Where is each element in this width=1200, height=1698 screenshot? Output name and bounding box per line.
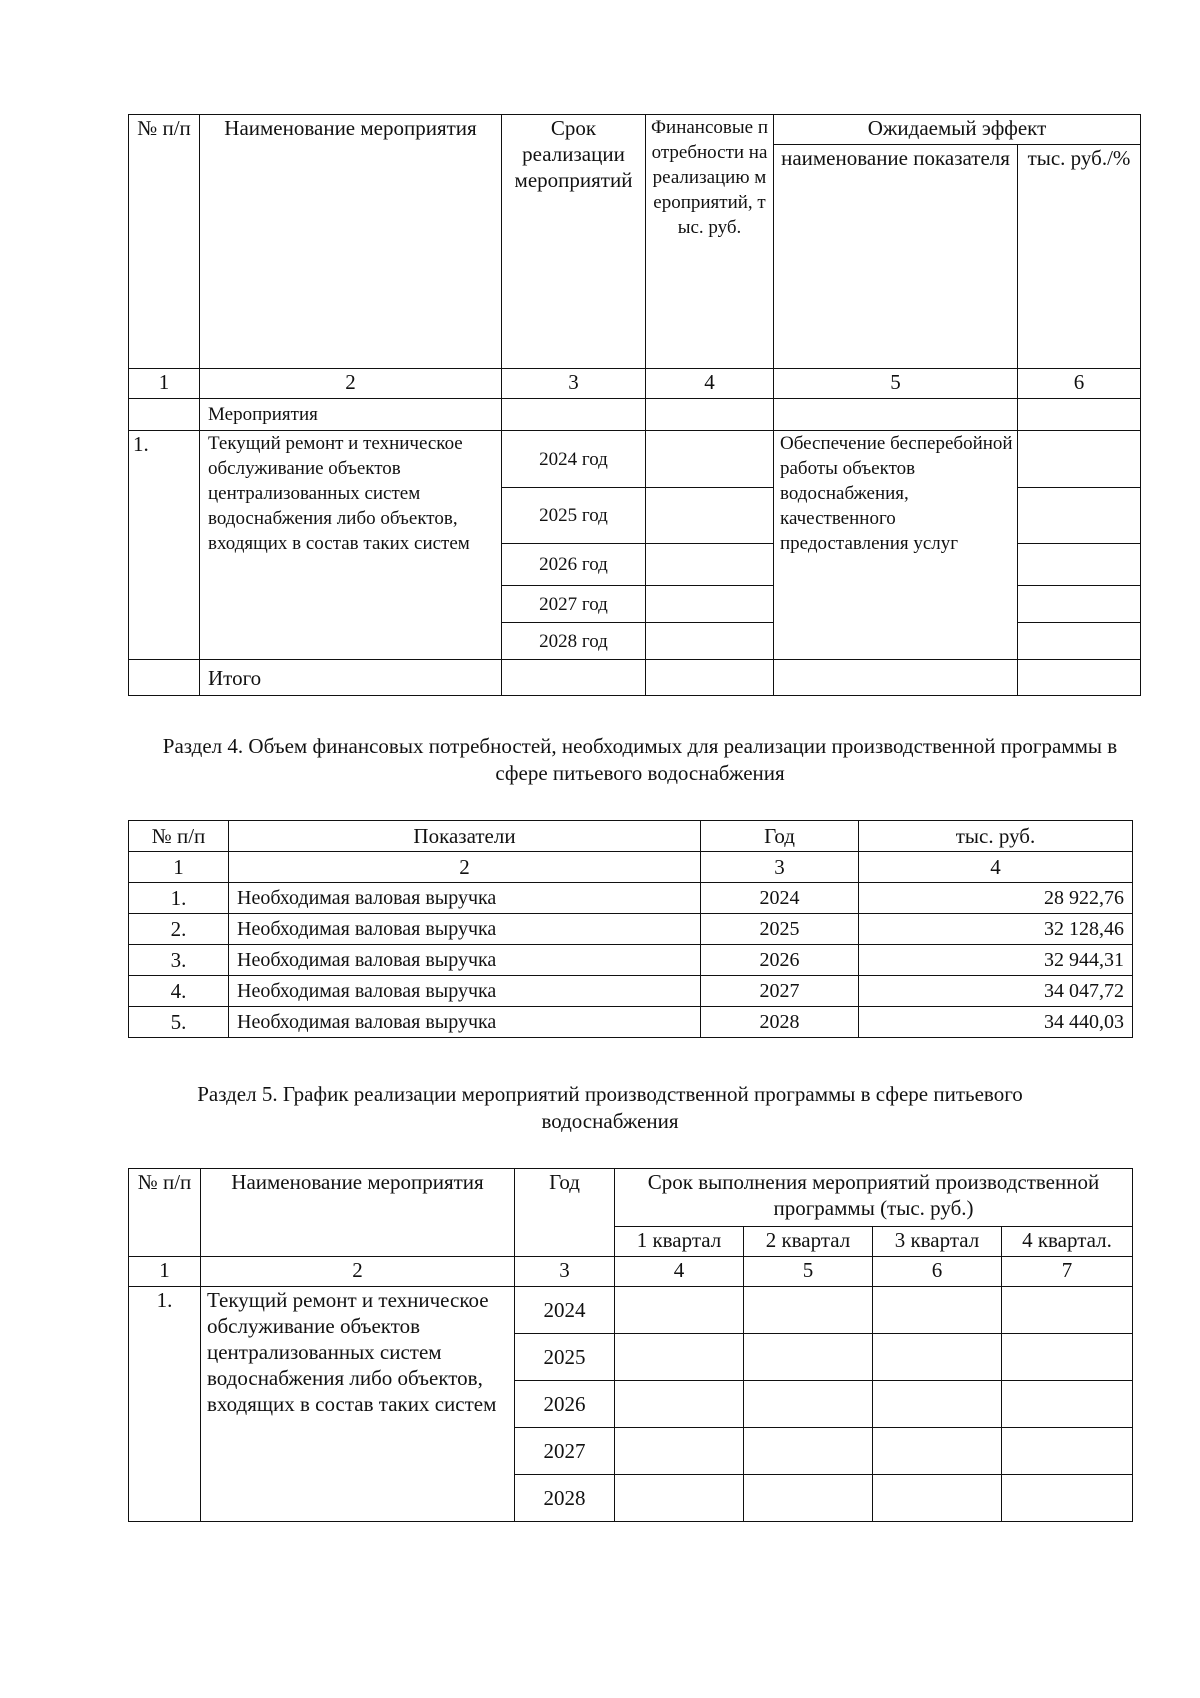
header-effect: Ожидаемый эффект — [774, 115, 1141, 145]
header-indicators: Показатели — [229, 821, 701, 852]
row-name: Необходимая валовая выручка — [229, 914, 701, 945]
header-unit: тыс. руб./% — [1018, 145, 1141, 369]
header-year: Год — [515, 1169, 615, 1257]
measure-name: Текущий ремонт и техническое обслуживание объектов централизованных систем водоснабжения либо объектов, входящих в состав таких систем — [201, 1287, 515, 1522]
section5-title: Раздел 5. График реализации мероприятий производственной программы в сфере питьевого водоснабжения — [197, 1082, 1023, 1133]
row-value: 34 047,72 — [859, 976, 1133, 1007]
header-q4: 4 квартал. — [1002, 1227, 1133, 1257]
row-year: 2027 — [701, 976, 859, 1007]
row-name: Необходимая валовая выручка — [229, 945, 701, 976]
year-cell: 2026 год — [502, 544, 646, 586]
measure-name: Текущий ремонт и техническое обслуживание объектов централизованных систем водоснабжения либо объектов, входящих в состав таких систем — [200, 431, 502, 660]
row-name: Необходимая валовая выручка — [229, 883, 701, 914]
year-cell: 2027 год — [502, 586, 646, 623]
row-num: 1. — [129, 431, 200, 660]
row-name: Необходимая валовая выручка — [229, 1007, 701, 1038]
table-row — [129, 976, 1133, 1007]
row-year: 2024 — [701, 883, 859, 914]
row-value: 34 440,03 — [859, 1007, 1133, 1038]
header-num: № п/п — [129, 821, 229, 852]
header-name: Наименование мероприятия — [201, 1169, 515, 1257]
row-value: 32 128,46 — [859, 914, 1133, 945]
colnum: 1 — [129, 852, 229, 883]
colnum: 1 — [129, 1257, 201, 1287]
effect-text: Обеспечение бесперебойной работы объектов водоснабжения, качественного предоставления услуг — [774, 431, 1018, 660]
header-finance: Финансовые потребности на реализацию мероприятий, тыс. руб. — [646, 115, 774, 369]
row-num: 4. — [129, 976, 229, 1007]
year-cell: 2028 год — [502, 623, 646, 660]
table-row — [129, 914, 1133, 945]
finance-table — [128, 820, 1133, 1038]
row-year: 2026 — [701, 945, 859, 976]
header-name: Наименование мероприятия — [200, 115, 502, 369]
colnum: 4 — [646, 369, 774, 399]
row-num: 5. — [129, 1007, 229, 1038]
schedule-table — [128, 1168, 1133, 1522]
colnum: 4 — [615, 1257, 744, 1287]
section4-title: Раздел 4. Объем финансовых потребностей, необходимых для реализации производственной программы в сфере питьевого водоснабжения — [162, 734, 1118, 785]
year-cell: 2025 год — [502, 488, 646, 544]
year-cell: 2028 — [515, 1475, 615, 1522]
colnum: 3 — [502, 369, 646, 399]
table-row — [129, 945, 1133, 976]
row-num: 1. — [129, 883, 229, 914]
measures-table — [128, 114, 1141, 696]
year-cell: 2024 год — [502, 431, 646, 488]
colnum: 3 — [701, 852, 859, 883]
row-name: Необходимая валовая выручка — [229, 976, 701, 1007]
header-q3: 3 квартал — [873, 1227, 1002, 1257]
colnum: 7 — [1002, 1257, 1133, 1287]
row-num: 2. — [129, 914, 229, 945]
row-num: 3. — [129, 945, 229, 976]
year-cell: 2027 — [515, 1428, 615, 1475]
row-year: 2025 — [701, 914, 859, 945]
row-value: 28 922,76 — [859, 883, 1133, 914]
colnum: 1 — [129, 369, 200, 399]
header-q2: 2 квартал — [744, 1227, 873, 1257]
year-cell: 2024 — [515, 1287, 615, 1334]
table-row — [129, 1007, 1133, 1038]
row-num: 1. — [129, 1287, 201, 1522]
year-cell: 2026 — [515, 1381, 615, 1428]
table-row — [129, 883, 1133, 914]
row-year: 2028 — [701, 1007, 859, 1038]
colnum: 2 — [200, 369, 502, 399]
colnum: 2 — [229, 852, 701, 883]
header-indicator: наименование показателя — [774, 145, 1018, 369]
section-label: Мероприятия — [200, 399, 502, 431]
colnum: 2 — [201, 1257, 515, 1287]
row-value: 32 944,31 — [859, 945, 1133, 976]
total-label: Итого — [200, 660, 502, 696]
colnum: 3 — [515, 1257, 615, 1287]
header-year: Год — [701, 821, 859, 852]
colnum: 4 — [859, 852, 1133, 883]
header-num: № п/п — [129, 115, 200, 369]
colnum: 6 — [873, 1257, 1002, 1287]
colnum: 5 — [744, 1257, 873, 1287]
header-term: Срок реализации мероприятий — [502, 115, 646, 369]
colnum: 5 — [774, 369, 1018, 399]
header-value: тыс. руб. — [859, 821, 1133, 852]
header-term: Срок выполнения мероприятий производственной программы (тыс. руб.) — [615, 1169, 1133, 1227]
year-cell: 2025 — [515, 1334, 615, 1381]
header-q1: 1 квартал — [615, 1227, 744, 1257]
header-num: № п/п — [129, 1169, 201, 1257]
colnum: 6 — [1018, 369, 1141, 399]
